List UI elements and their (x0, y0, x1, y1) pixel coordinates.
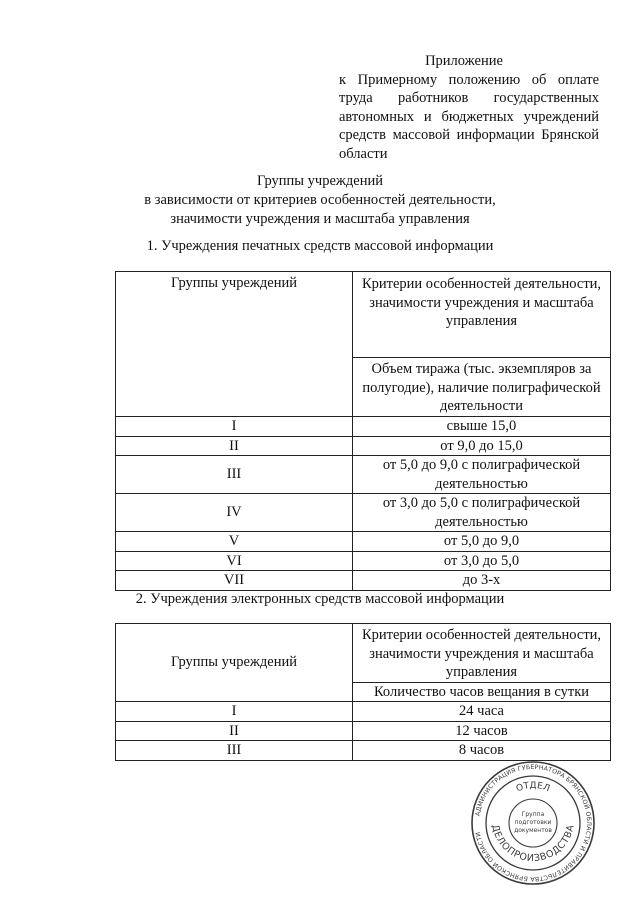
table-row (116, 456, 611, 494)
table-row (116, 702, 611, 722)
stamp-center-line-3: документов (514, 827, 552, 834)
table-row (116, 551, 611, 571)
print-media-table (115, 271, 611, 591)
table-header-row (116, 272, 611, 358)
col-criteria-subheader: Объем тиража (тыс. экземпляров за полугодие), наличие полиграфической деятельности (353, 358, 611, 417)
appendix-title: Приложение (425, 53, 503, 69)
group-cell: I (116, 417, 353, 437)
col-groups-header: Группы учреждений (116, 624, 353, 702)
appendix-text: к Примерному положению об оплате труда работников государственных автономных и бюджетных учреждений средств массовой информации Брянской области (339, 71, 599, 162)
criteria-cell: от 3,0 до 5,0 с полиграфической деятельностью (353, 494, 611, 532)
title-line-3: значимости учреждения и масштаба управления (170, 210, 470, 227)
group-cell: III (116, 741, 353, 761)
criteria-cell: 8 часов (353, 741, 611, 761)
table-row (116, 741, 611, 761)
criteria-cell: от 5,0 до 9,0 с полиграфической деятельностью (353, 456, 611, 494)
group-cell: VI (116, 551, 353, 571)
criteria-cell: 24 часа (353, 702, 611, 722)
table-row (116, 571, 611, 591)
group-cell: VII (116, 571, 353, 591)
table-row (116, 532, 611, 552)
col-criteria-header: Критерии особенностей деятельности, значимости учреждения и масштаба управления (353, 272, 611, 358)
group-cell: IV (116, 494, 353, 532)
group-cell: II (116, 436, 353, 456)
electronic-media-table (115, 623, 611, 761)
section-2-heading: 2. Учреждения электронных средств массовой информации (135, 591, 505, 607)
stamp-dept-bottom: ДЕЛОПРОИЗВОДСТВА (489, 823, 577, 865)
stamp-ring-text: АДМИНИСТРАЦИЯ ГУБЕРНАТОРА БРЯНСКОЙ ОБЛАСТИ И ПРАВИТЕЛЬСТВА БРЯНСКОЙ ОБЛАСТИ (474, 763, 593, 883)
table-row (116, 494, 611, 532)
criteria-cell: от 3,0 до 5,0 (353, 551, 611, 571)
section-1-heading: 1. Учреждения печатных средств массовой информации (146, 238, 494, 254)
group-cell: I (116, 702, 353, 722)
group-cell: II (116, 721, 353, 741)
col-criteria-header: Критерии особенностей деятельности, значимости учреждения и масштаба управления (353, 624, 611, 683)
col-groups-header: Группы учреждений (116, 272, 353, 417)
stamp-center-line-2: подготовки (514, 819, 552, 826)
criteria-cell: 12 часов (353, 721, 611, 741)
official-stamp (470, 760, 596, 886)
table-header-row (116, 624, 611, 683)
criteria-cell: свыше 15,0 (353, 417, 611, 437)
table-row (116, 436, 611, 456)
table-row (116, 417, 611, 437)
stamp-dept-top: ОТДЕЛ (514, 780, 552, 795)
table-row (116, 721, 611, 741)
group-cell: III (116, 456, 353, 494)
group-cell: V (116, 532, 353, 552)
title-line-2: в зависимости от критериев особенностей деятельности, (144, 191, 496, 208)
document-title (0, 172, 640, 228)
stamp-center-line-1: Группа (521, 811, 545, 818)
col-criteria-subheader: Количество часов вещания в сутки (353, 682, 611, 702)
criteria-cell: от 9,0 до 15,0 (353, 436, 611, 456)
criteria-cell: от 5,0 до 9,0 (353, 532, 611, 552)
title-line-1: Группы учреждений (256, 173, 383, 189)
appendix-header (339, 52, 599, 164)
criteria-cell: до 3-х (353, 571, 611, 591)
